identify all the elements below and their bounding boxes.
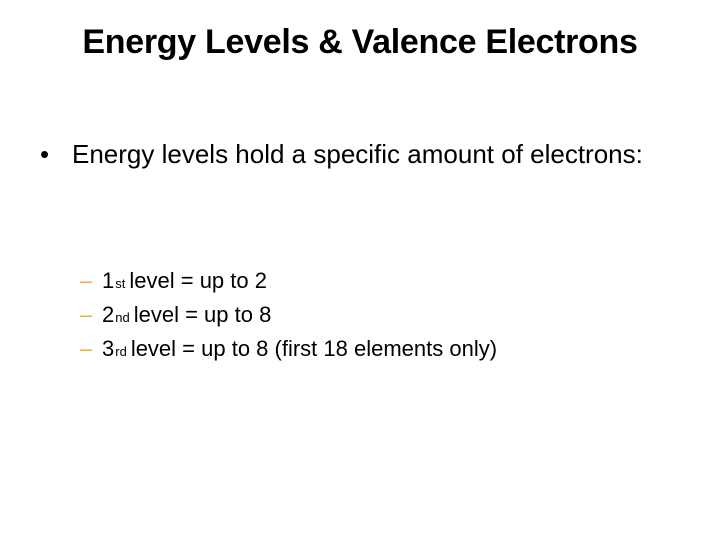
sub-bullet-list (80, 264, 680, 366)
level-number: 3 (102, 336, 115, 361)
bullet-text: Energy levels hold a specific amount of electrons: (72, 139, 643, 169)
slide-title: Energy Levels & Valence Electrons (82, 23, 638, 61)
dash-marker: – (80, 336, 93, 361)
sub-bullet-item: – 2 nd level = up to 8 (80, 298, 680, 332)
sub-bullet-item: – 1 st level = up to 2 (80, 264, 680, 298)
sub-bullet-item: – 3 rd level = up to 8 (first 18 elements only) (80, 332, 680, 366)
bullet-row (40, 136, 660, 172)
level-number: 1 (102, 268, 115, 293)
main-bullet (40, 136, 660, 172)
level-text: level = up to 8 (first 18 elements only) (130, 336, 498, 361)
dash-marker: – (80, 302, 93, 327)
bullet-marker: • (40, 139, 50, 169)
level-text: level = up to 2 (129, 268, 267, 293)
level-number: 2 (102, 302, 115, 327)
dash-marker: – (80, 268, 93, 293)
level-text: level = up to 8 (133, 302, 272, 327)
